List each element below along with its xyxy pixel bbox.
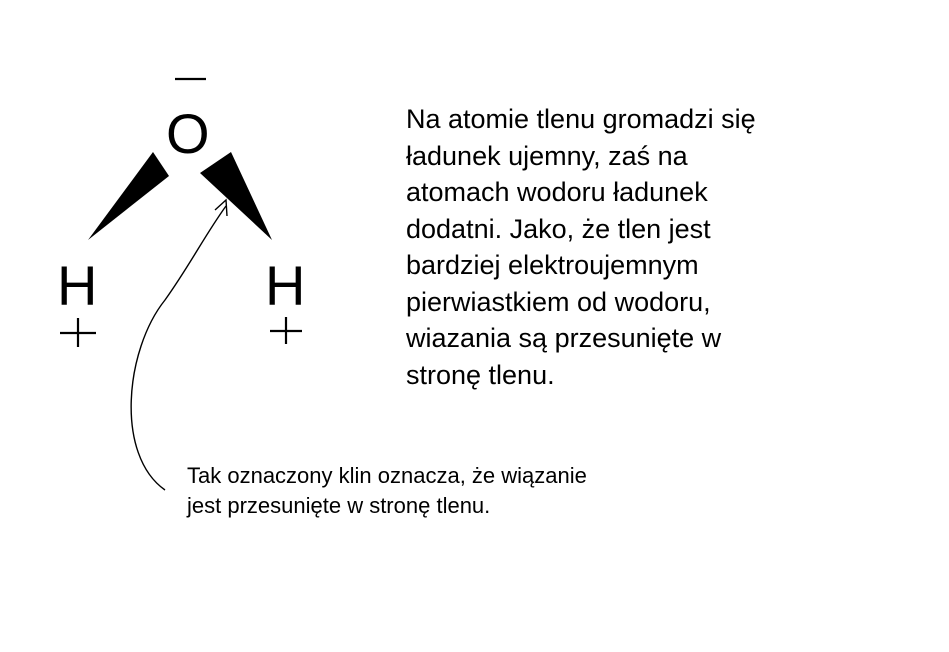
note-line: jest przesunięte w stronę tlenu. <box>187 493 491 518</box>
left-wedge-bond <box>88 152 169 240</box>
annotation-arrow-curve <box>131 206 226 490</box>
explanation-line: Na atomie tlenu gromadzi się <box>406 104 756 134</box>
left-hydrogen-atom-label: H <box>57 254 98 317</box>
explanation-line: dodatni. Jako, że tlen jest <box>406 213 711 244</box>
note-line: Tak oznaczony klin oznacza, że wiązanie <box>187 463 587 488</box>
explanation-line: bardziej elektroujemnym <box>406 250 699 280</box>
right-hydrogen-atom-label: H <box>265 254 306 317</box>
explanation-line: wiazania są przesunięte w <box>406 323 722 353</box>
wedge-note-text <box>187 461 747 521</box>
left-hydrogen-positive-charge <box>60 318 96 347</box>
explanation-line: ładunek ujemny, zaś na <box>406 140 688 171</box>
explanation-line: atomach wodoru ładunek <box>406 177 708 207</box>
explanation-text <box>406 101 876 393</box>
oxygen-atom-label: O <box>166 102 210 165</box>
explanation-line: stronę tlenu. <box>406 359 555 390</box>
right-hydrogen-positive-charge <box>270 317 302 344</box>
right-wedge-bond <box>200 152 272 240</box>
explanation-line: pierwiastkiem od wodoru, <box>406 286 711 317</box>
